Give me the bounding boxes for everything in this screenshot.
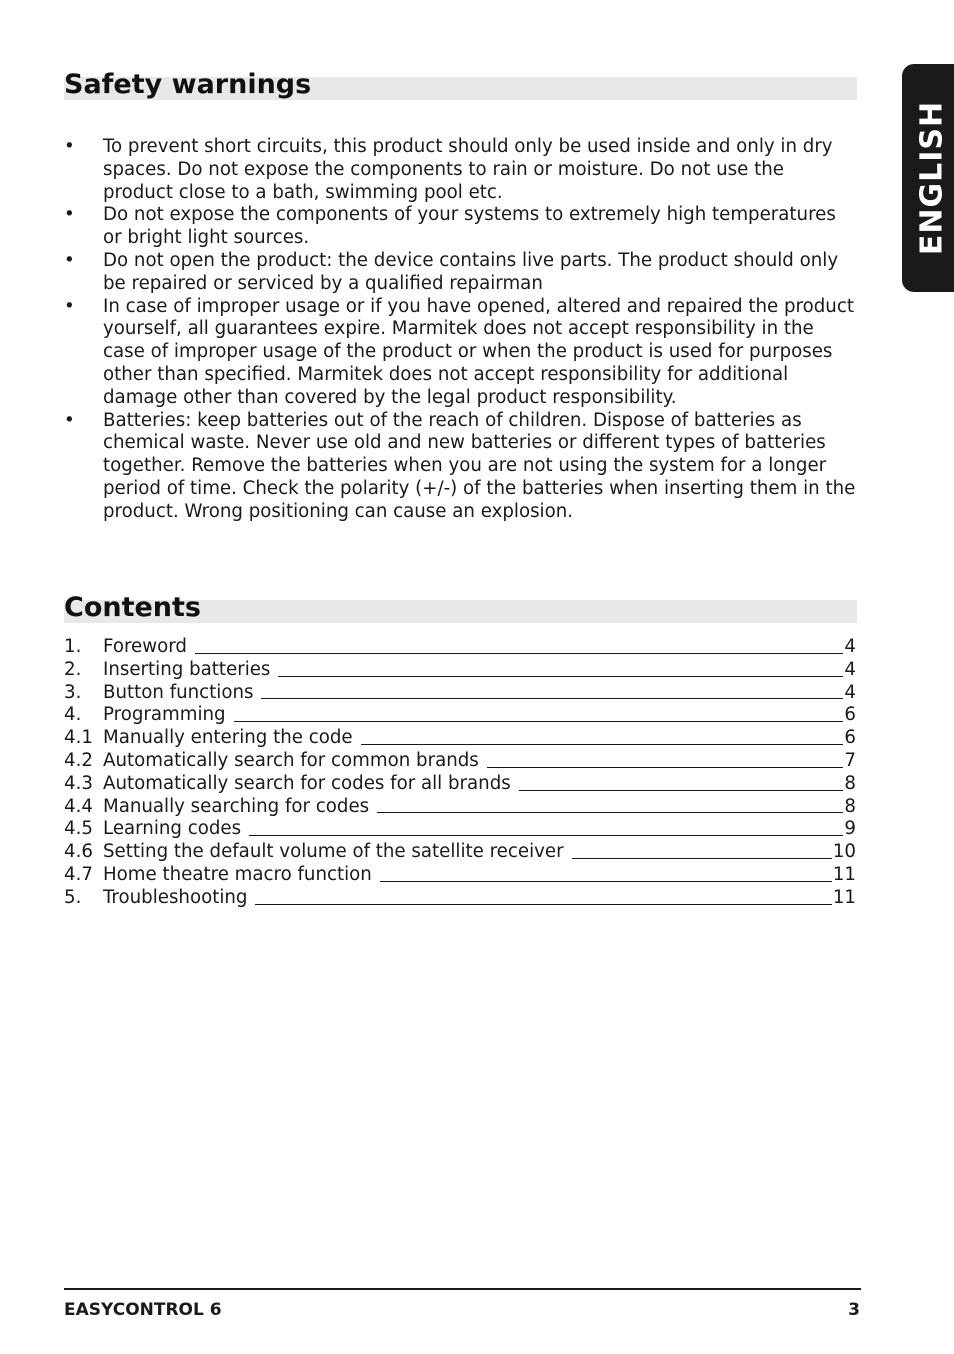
toc-entry[interactable] [64,864,856,887]
list-item [64,410,859,524]
toc-entry[interactable] [64,659,856,682]
toc-leader [261,698,843,699]
footer-product-name: EASYCONTROL 6 [64,1300,222,1320]
toc-number: 4. [64,704,82,726]
toc-page: 4 [844,681,856,703]
footer-page-number: 3 [848,1300,860,1320]
toc-entry[interactable] [64,773,856,796]
bullet-icon: • [64,409,75,431]
bullet-icon: • [64,249,75,271]
toc-page: 4 [844,636,856,657]
toc-number: 1. [64,636,82,657]
toc-number: 4.7 [64,863,93,885]
toc-leader [519,790,844,791]
list-item-text: Do not expose the components of your systems to extremely high temperatures or bright light sources. [103,204,836,249]
toc-page: 11 [832,886,856,908]
toc-page: 9 [844,818,856,840]
toc-page: 11 [832,863,856,885]
list-item [64,136,859,204]
safety-warnings-list [64,136,859,524]
toc-entry[interactable] [64,887,856,910]
toc-number: 4.3 [64,772,93,794]
list-item-text: Do not open the product: the device contains live parts. The product should only be repaired or serviced by a qualified repairman [103,249,839,294]
toc-label: Foreword [103,636,187,657]
toc-number: 4.6 [64,841,93,863]
toc-leader [572,858,832,859]
toc-number: 2. [64,658,82,680]
table-of-contents [64,636,856,910]
toc-page: 8 [844,795,856,817]
footer-divider [64,1288,861,1290]
list-item [64,250,859,296]
toc-entry[interactable] [64,818,856,841]
toc-leader [255,904,831,905]
contents-header [64,592,857,623]
toc-page: 10 [832,841,856,863]
toc-entry[interactable] [64,750,856,773]
toc-label: Button functions [103,681,254,703]
toc-label: Setting the default volume of the satellite receiver [103,841,564,863]
toc-page: 8 [844,772,856,794]
toc-entry[interactable] [64,704,856,727]
toc-label: Automatically search for common brands [103,749,479,771]
list-item-text: To prevent short circuits, this product should only be used inside and only in dry spaces. Do not expose the components to rain or moisture. Do not use the product close to a bath, swimming pool etc. [103,136,833,203]
toc-leader [377,812,843,813]
toc-number: 3. [64,681,82,703]
list-item-text: In case of improper usage or if you have opened, altered and repaired the product yourself, all guarantees expire. Marmitek does not accept responsibility in the case of improper usage of the product or when the product is used for purposes other than specified. Marmitek does not accept responsibility for additional damage other than covered by the legal product responsibility. [103,295,854,408]
toc-page: 6 [844,704,856,726]
bullet-icon: • [64,136,75,157]
toc-leader [361,744,844,745]
toc-number: 4.4 [64,795,93,817]
safety-warnings-header [64,69,857,100]
toc-leader [234,721,844,722]
toc-entry[interactable] [64,636,856,659]
toc-page: 7 [844,749,856,771]
safety-warnings-title: Safety warnings [64,69,312,100]
toc-leader [487,767,844,768]
toc-number: 4.2 [64,749,93,771]
toc-label: Inserting batteries [103,658,271,680]
toc-number: 5. [64,886,82,908]
toc-label: Programming [103,704,226,726]
toc-label: Automatically search for codes for all brands [103,772,511,794]
list-item [64,204,859,250]
bullet-icon: • [64,295,75,317]
toc-page: 4 [844,658,856,680]
toc-entry[interactable] [64,727,856,750]
contents-title: Contents [64,592,202,623]
language-tab [902,64,954,292]
toc-number: 4.1 [64,727,93,749]
toc-label: Manually entering the code [103,727,353,749]
toc-number: 4.5 [64,818,93,840]
bullet-icon: • [64,204,75,226]
language-tab-label: ENGLISH [914,100,950,256]
toc-page: 6 [844,727,856,749]
toc-label: Manually searching for codes [103,795,370,817]
toc-leader [278,676,843,677]
toc-leader [249,835,843,836]
toc-label: Home theatre macro function [103,863,372,885]
list-item [64,296,859,410]
toc-leader [195,653,844,654]
toc-entry[interactable] [64,682,856,705]
list-item-text: Batteries: keep batteries out of the reach of children. Dispose of batteries as chemical waste. Never use old and new batteries or different types of batteries together. Remove the batteries when you are not using the system for a longer period of time. Check the polarity (+/-) of the batteries when inserting them in the product. Wrong positioning can cause an explosion. [103,409,856,522]
toc-label: Troubleshooting [103,886,248,908]
toc-leader [380,881,832,882]
toc-entry[interactable] [64,796,856,819]
toc-entry[interactable] [64,841,856,864]
toc-label: Learning codes [103,818,242,840]
